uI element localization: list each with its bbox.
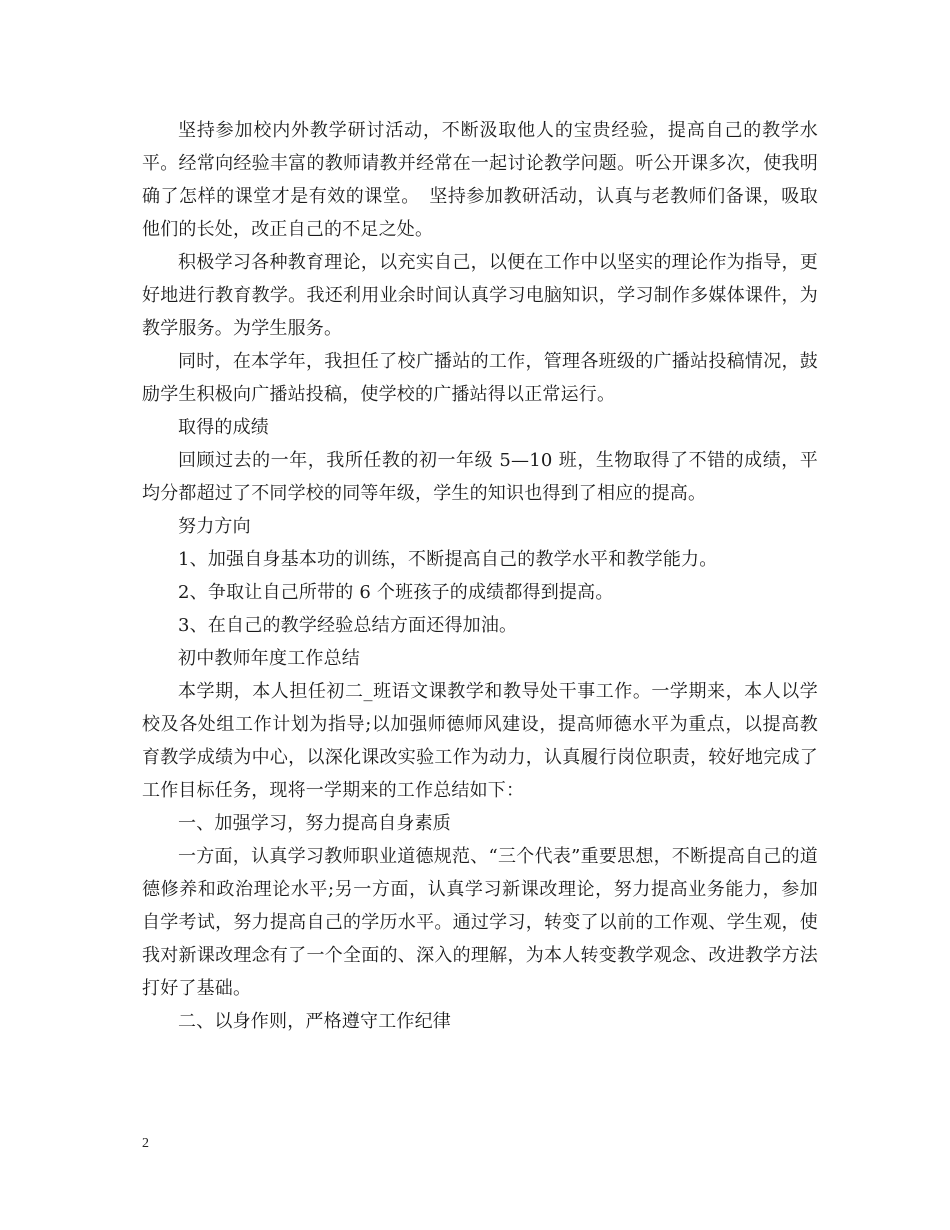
heading-section-one: 一、加强学习，努力提高自身素质 [178,813,451,834]
paragraph-learning: 一方面，认真学习教师职业道德规范、“三个代表”重要思想，不断提高自己的道德修养和政治理论水平;另一方面，认真学习新课改理论，努力提高业务能力，参加自学考试，努力提高自己的学历水平。通过学习，转变了以前的工作观、学生观，使我对新课改理念有了一个全面的、深入的理解，为本人转变教学观念、改进教学方法打好了基础。 [142,846,818,999]
paragraph-achievements: 回顾过去的一年，我所任教的初一年级 5—10 班，生物取得了不错的成绩，平均分都超过了不同学校的同等年级，学生的知识也得到了相应的提高。 [142,450,818,504]
document-body [142,114,818,1038]
heading-achievements: 取得的成绩 [178,417,269,438]
paragraph-semester-intro: 本学期，本人担任初二_班语文课教学和教导处干事工作。一学期来，本人以学校及各处组工作计划为指导;以加强师德师风建设，提高师德水平为重点，以提高教育教学成绩为中心，以深化课改实验工作为动力，认真履行岗位职责，较好地完成了工作目标任务，现将一学期来的工作总结如下： [142,681,818,801]
list-item-3: 3、在自己的教学经验总结方面还得加油。 [178,615,518,636]
page-number: 2 [142,1136,149,1151]
paragraph-research-activities: 坚持参加校内外教学研讨活动，不断汲取他人的宝贵经验，提高自己的教学水平。经常向经验丰富的教师请教并经常在一起讨论教学问题。听公开课多次，使我明确了怎样的课堂才是有效的课堂。 坚持参加教研活动，认真与老教师们备课，吸取他们的长处，改正自己的不足之处。 [142,120,818,240]
heading-section-two: 二、以身作则，严格遵守工作纪律 [178,1011,451,1032]
heading-direction: 努力方向 [178,516,251,537]
list-item-1: 1、加强自身基本功的训练，不断提高自己的教学水平和教学能力。 [178,549,718,570]
paragraph-broadcast-station: 同时，在本学年，我担任了校广播站的工作，管理各班级的广播站投稿情况，鼓励学生积极向广播站投稿，使学校的广播站得以正常运行。 [142,351,818,405]
heading-annual-summary: 初中教师年度工作总结 [178,648,360,669]
list-item-2: 2、争取让自己所带的 6 个班孩子的成绩都得到提高。 [178,582,614,603]
paragraph-education-theory: 积极学习各种教育理论，以充实自己，以便在工作中以坚实的理论作为指导，更好地进行教育教学。我还利用业余时间认真学习电脑知识，学习制作多媒体课件，为教学服务。为学生服务。 [142,252,818,339]
